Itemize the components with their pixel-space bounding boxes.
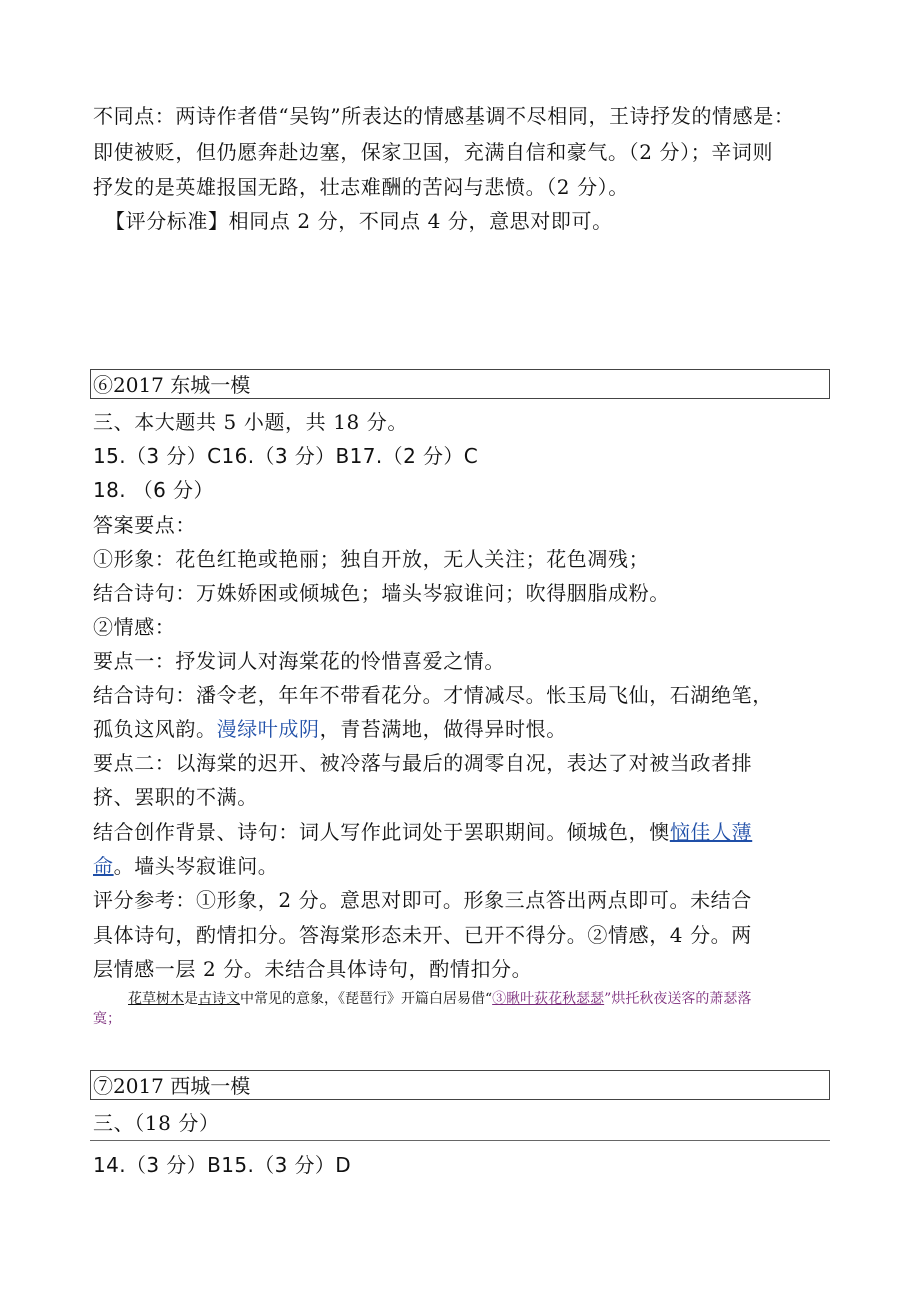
answer-line: 15.（3 分）C16.（3 分）B17.（2 分）C <box>93 444 479 468</box>
linked-phrase: 恼佳人薄 <box>669 820 753 844</box>
text-segment: 是 <box>184 991 198 1007</box>
quoted-phrase: ③瞅叶荻花秋瑟瑟 <box>492 991 605 1007</box>
text-line: 抒发的是英雄报国无路，壮志难酬的苦闷与悲愤。（2 分）。 <box>93 175 629 199</box>
text-line: ①形象：花色红艳或艳丽；独自开放，无人关注；花色凋残； <box>93 547 650 571</box>
text-line: 挤、罢职的不满。 <box>93 785 258 809</box>
text-line <box>93 815 752 849</box>
text-line: 结合诗句：潘令老，年年不带看花分。才情减尽。怅玉局飞仙，石湖绝笔， <box>93 683 773 707</box>
text-line: 结合诗句：万姝娇困或倾城色；墙头岑寂谁问；吹得胭脂成粉。 <box>93 581 670 605</box>
text-line: 层情感一层 2 分。未结合具体诗句，酌情扣分。 <box>93 957 533 981</box>
text-line: 答案要点： <box>93 513 196 537</box>
section-subheading: 三、（18 分） <box>93 1111 220 1135</box>
question-18-label: 18. （6 分） <box>93 478 214 502</box>
text-segment: ，青苔满地，做得异时恨。 <box>319 717 567 741</box>
text-line: 不同点：两诗作者借“吴钩”所表达的情感基调不尽相同，王诗抒发的情感是： <box>93 104 795 128</box>
highlighted-phrase: 漫绿叶成阴 <box>216 717 320 741</box>
text-line: 要点二：以海棠的迟开、被冷落与最后的凋零自况，表达了对被当政者排 <box>93 751 753 775</box>
note-line <box>128 989 751 1009</box>
text-line: 即使被贬，但仍愿奔赴边塞，保家卫国，充满自信和豪气。（2 分）；辛词则 <box>93 140 774 164</box>
text-segment: 孤负这风韵。 <box>93 717 217 741</box>
underlined-phrase: 古诗文 <box>198 991 240 1007</box>
text-segment: 。墙头岑寂谁问。 <box>113 854 279 878</box>
text-line <box>93 712 567 746</box>
text-segment: 中常见的意象，《琵琶行》开篇白居易借“ <box>240 991 493 1007</box>
linked-phrase: 命 <box>93 854 114 878</box>
text-line: 要点一：抒发词人对海棠花的怜惜喜爱之情。 <box>93 649 505 673</box>
text-segment: 结合创作背景、诗句：词人写作此词处于罢职期间。倾城色，懊 <box>93 820 670 844</box>
section-heading-7: ⑦2017 西城一模 <box>90 1070 830 1100</box>
note-line: 寞； <box>93 1011 121 1027</box>
text-line: 具体诗句，酌情扣分。答海棠形态未开、已开不得分。②情感，4 分。两 <box>93 923 752 947</box>
divider <box>90 1140 830 1141</box>
section-heading-6: ⑥2017 东城一模 <box>90 369 830 399</box>
text-line <box>93 849 278 883</box>
text-line: 评分参考：①形象，2 分。意思对即可。形象三点答出两点即可。未结合 <box>93 888 752 912</box>
answer-line: 14.（3 分）B15.（3 分）D <box>93 1153 352 1177</box>
text-segment: ”烘托秋夜送客的萧瑟落 <box>604 991 752 1007</box>
grading-standard: 【评分标准】相同点 2 分，不同点 4 分，意思对即可。 <box>105 209 613 233</box>
text-line: ②情感： <box>93 615 176 639</box>
section-intro: 三、本大题共 5 小题，共 18 分。 <box>93 410 409 434</box>
underlined-phrase: 花草树木 <box>128 991 184 1007</box>
